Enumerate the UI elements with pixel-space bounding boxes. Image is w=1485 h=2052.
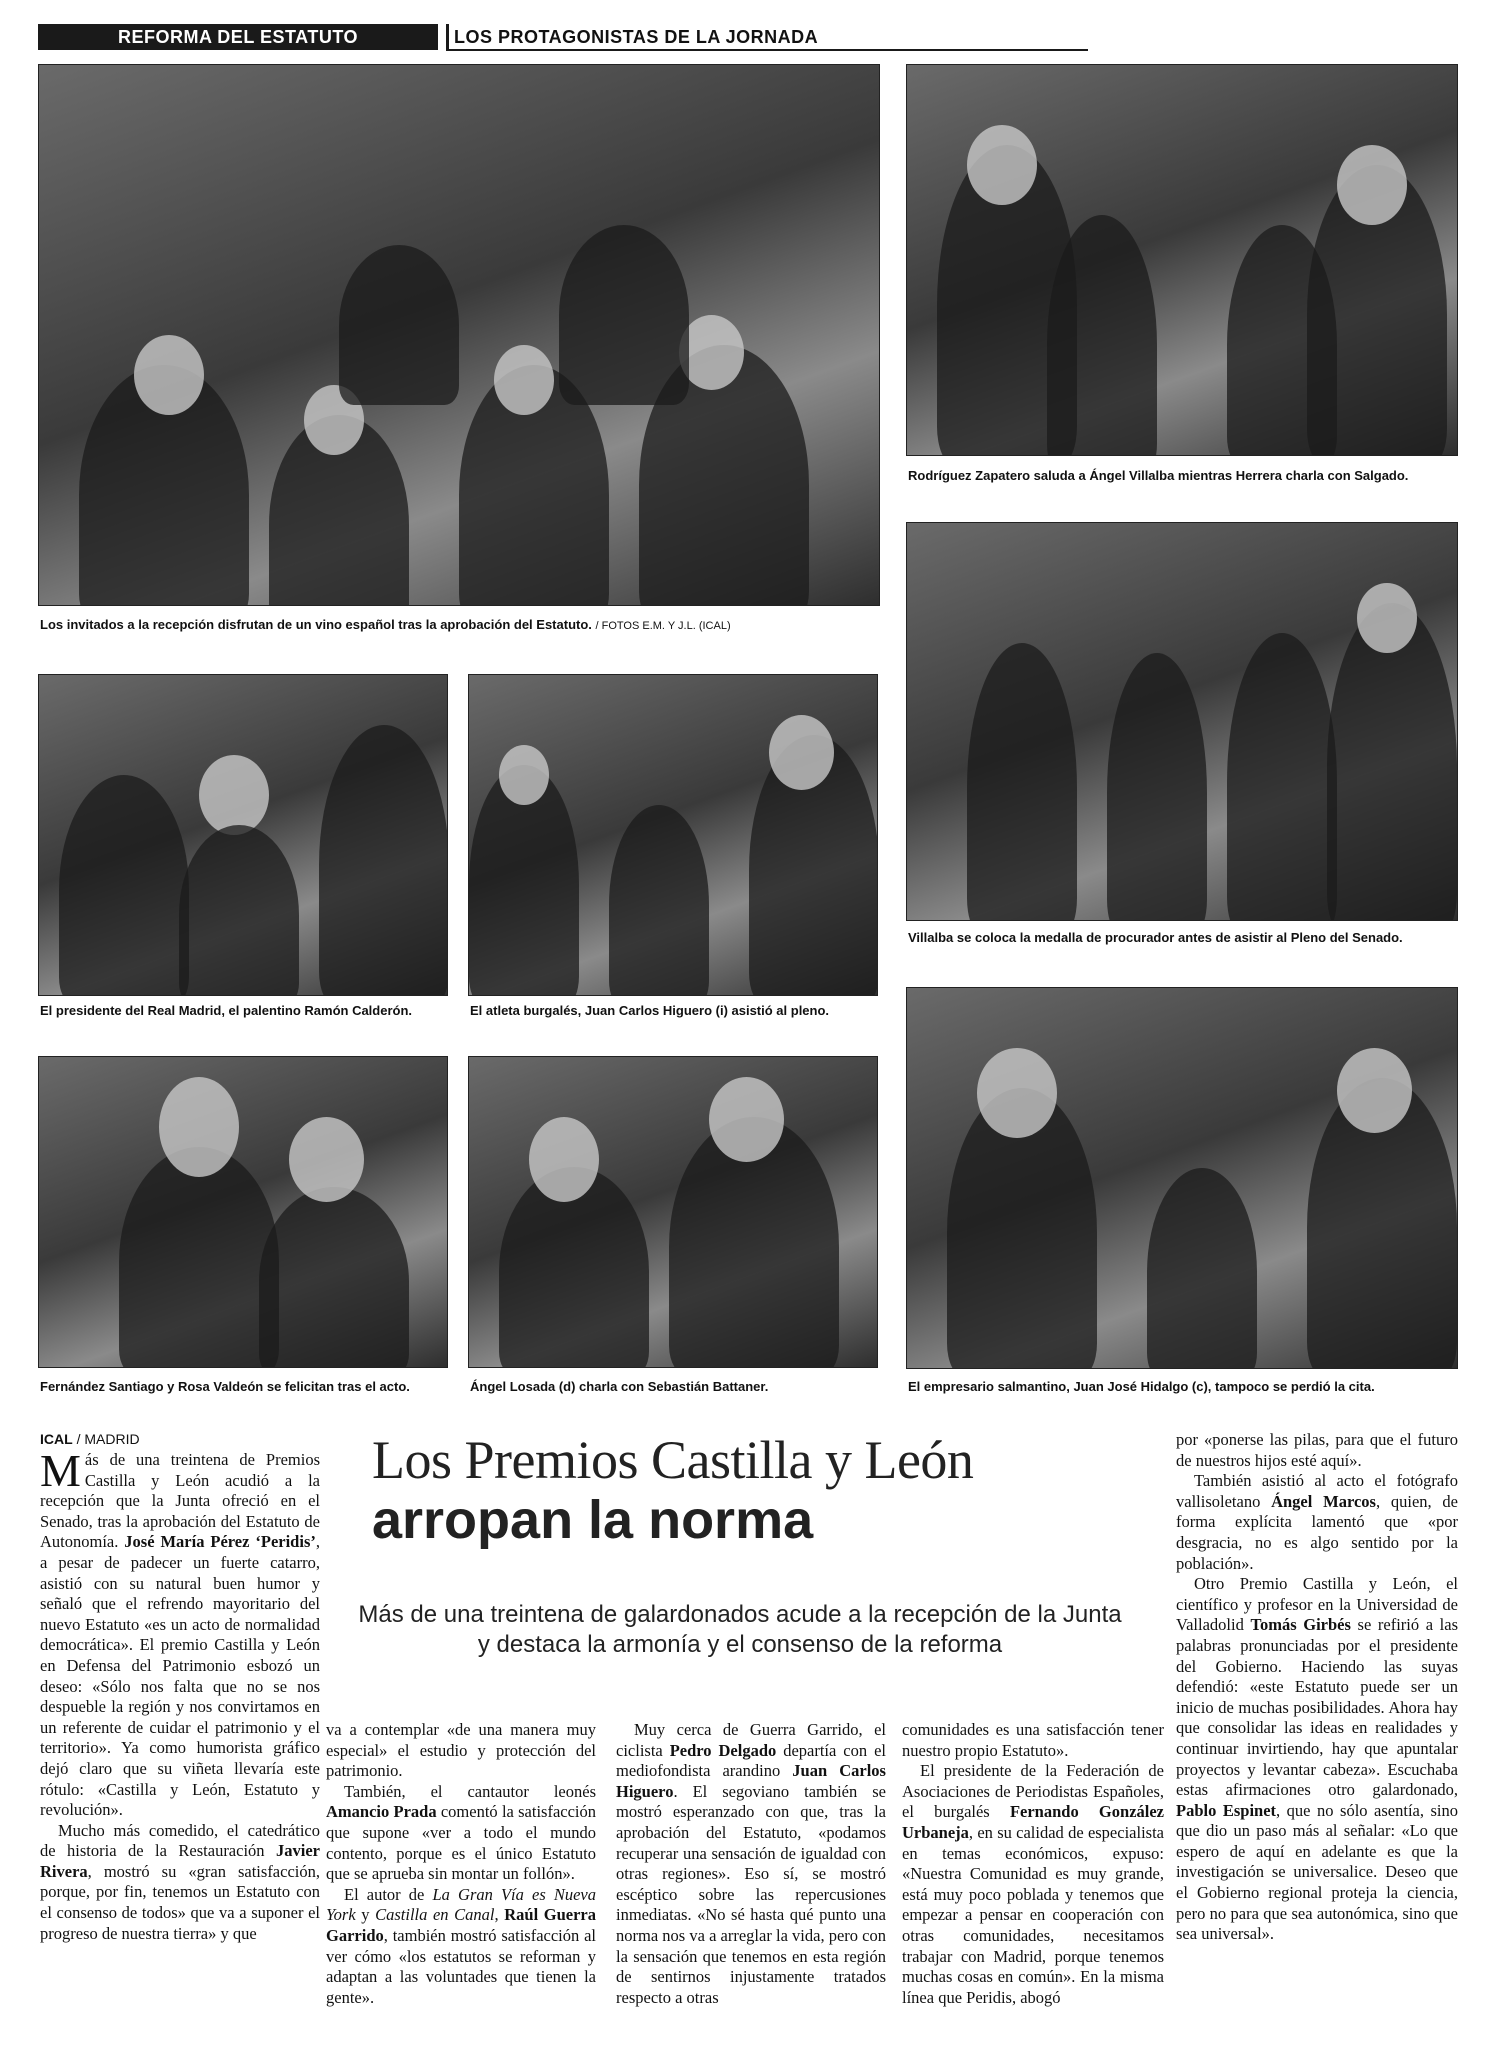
photo-higuero (468, 674, 878, 996)
caption-main-text: Los invitados a la recepción disfrutan de un vino español tras la aprobación del Estatuto. (40, 617, 592, 632)
headline (372, 1430, 1122, 1550)
caption-higuero-text: El atleta burgalés, Juan Carlos Higuero (i) asistió al pleno. (470, 1003, 830, 1018)
paragraph (326, 1782, 596, 1885)
text-span: También, el cantautor leonés (344, 1781, 596, 1801)
byline-agency: ICAL (40, 1431, 73, 1447)
text-span: Muy cerca de Guerra Garrido, el ciclista (616, 1720, 886, 1760)
text-span: , también mostró satisfacción al ver cómo «los estatutos se reforman y adaptan a las voluntades que tienen la gente». (326, 1925, 596, 2007)
caption-higuero (470, 1003, 880, 1019)
caption-fernandez (40, 1379, 450, 1395)
person-name: Tomás Girbés (1250, 1615, 1351, 1635)
book-title: La Gran Vía es Nueva York (326, 1884, 597, 1925)
paragraph (40, 1445, 320, 1821)
text-span: Otro Premio Castilla y León, el científico y profesor en la Universidad de Valladolid (1176, 1574, 1458, 1635)
photo-credit: / FOTOS E.M. Y J.L. (ICAL) (595, 620, 731, 632)
photo-calderon (38, 674, 448, 996)
photo-villalba-medal (906, 522, 1458, 921)
byline-place: / MADRID (76, 1431, 140, 1447)
caption-hidalgo (908, 1379, 1458, 1395)
text-span: y (355, 1905, 376, 1925)
subsection-label: LOS PROTAGONISTAS DE LA JORNADA (454, 27, 819, 47)
text-span: , en su calidad de especialista en temas económicos, expuso: «Nuestra Comunidad es muy grande, está muy poco poblada y tenemos que empezar a pensar en cooperación con otras comunidades, necesitamos trabajar con Madrid, porque tenemos muchas cosas en común». En la misma línea que Peridis, abogó (902, 1822, 1164, 2007)
photo-losada-battaner (468, 1056, 878, 1368)
person-name: Pablo Espinet (1176, 1800, 1277, 1820)
person-name: Raúl Guerra Garrido (326, 1905, 596, 1945)
text-span: ás de una treintena de Premios Castilla y León acudió a la recepción que la Junta ofreció en el Senado, tras la aprobación del Estatuto de Autonomía. (40, 1450, 320, 1552)
text-span: , (494, 1905, 505, 1925)
article-column-3 (616, 1720, 886, 2008)
caption-main (40, 617, 880, 634)
text-span: departía con el mediofondista arandino (616, 1740, 886, 1781)
article-column-1 (40, 1445, 320, 1944)
paragraph: por «ponerse las pilas, para que el futuro de nuestros hijos esté aquí». (1176, 1430, 1458, 1470)
dropcap: M (40, 1445, 81, 1496)
photo-zapatero-villalba (906, 64, 1458, 456)
caption-villalba (908, 930, 1458, 946)
paragraph (902, 1761, 1164, 2008)
person-name: Fernando González Urbaneja (902, 1802, 1164, 1842)
text-span: El autor de (344, 1884, 433, 1904)
text-span: se refirió a las palabras pronunciadas por el presidente del Gobierno. Haciendo las suyas defendió: «este Estatuto puede ser un inicio de muchas posibilidades. Ahora hay que consolidar las ideas en realidades y continuar invirtiendo, hay que apuntalar proyectos y levantar cabeza». Escuchaba estas afirmaciones otro galardonado, (1176, 1615, 1459, 1800)
text-span: comentó la satisfacción que supone «ver a todo el mundo contento, porque es el único Estatuto que se aprueba sin montar un follón». (326, 1802, 596, 1884)
headline-bold: arropan la norma (372, 1490, 814, 1550)
person-name: Amancio Prada (326, 1802, 437, 1822)
person-name: Ángel Marcos (1271, 1491, 1376, 1511)
caption-villalba-text: Villalba se coloca la medalla de procurador antes de asistir al Pleno del Senado. (908, 930, 1403, 945)
article-column-2 (326, 1720, 596, 2008)
text-span: , mostró su «gran satisfacción, porque, por fin, tenemos un Estatuto con el consenso de todos» que va a suponer el progreso de nuestra tierra» y que (40, 1861, 320, 1943)
paragraph: va a contemplar «de una manera muy especial» el estudio y protección del patrimonio. (326, 1720, 596, 1781)
paragraph (1176, 1574, 1458, 1945)
paragraph: comunidades es una satisfacción tener nuestro propio Estatuto». (902, 1720, 1164, 1760)
section-label: REFORMA DEL ESTATUTO (38, 24, 438, 50)
caption-calderon (40, 1003, 450, 1019)
text-span: , que no sólo asentía, sino que dio un paso más al señalar: «Lo que espero de aquí en adelante es que la investigación se universalice. Deseo que el Gobierno regional proteja la ciencia, pero no para que sea autonómica, sino que sea universal». (1176, 1800, 1458, 1944)
paragraph (326, 1885, 596, 2009)
text-span: . El segoviano también se mostró esperanzado con que, tras la aprobación del Estatuto, «podamos recuperar una sensación de igualdad con otras regiones». Eso sí, se mostró escéptico sobre las repercusiones inmediatas. «No sé hasta qué punto una norma nos va a arreglar la vida, pero con la sensación que tenemos en esta región de sentirnos injustamente tratados respecto a otras (616, 1781, 886, 2007)
caption-losada-text: Ángel Losada (d) charla con Sebastián Battaner. (470, 1379, 769, 1394)
article-column-4 (902, 1720, 1164, 2008)
person-name: José María Pérez ‘Peridis’ (124, 1532, 316, 1552)
article-column-5 (1176, 1430, 1458, 1945)
text-span: El presidente de la Federación de Asociaciones de Periodistas Españoles, el burgalés (902, 1761, 1164, 1822)
caption-calderon-text: El presidente del Real Madrid, el palentino Ramón Calderón. (40, 1003, 413, 1018)
paragraph (40, 1821, 320, 1945)
text-span: Mucho más comedido, el catedrático de historia de la Restauración (40, 1820, 320, 1861)
text-span: , quien, de forma explícita lamentó que «por desgracia, no es algo sentido por la población». (1176, 1491, 1458, 1573)
photo-reception-crowd (38, 64, 880, 606)
caption-zapatero (908, 468, 1458, 484)
paragraph (616, 1720, 886, 2008)
person-name: Juan Carlos Higuero (616, 1761, 886, 1801)
headline-light: Los Premios Castilla y León (372, 1430, 974, 1490)
caption-zapatero-text: Rodríguez Zapatero saluda a Ángel Villalba mientras Herrera charla con Salgado. (908, 468, 1409, 483)
caption-losada (470, 1379, 880, 1395)
caption-fernandez-text: Fernández Santiago y Rosa Valdeón se felicitan tras el acto. (40, 1379, 410, 1394)
header-divider (446, 24, 449, 50)
caption-hidalgo-text: El empresario salmantino, Juan José Hidalgo (c), tampoco se perdió la cita. (908, 1379, 1375, 1394)
header-underline (446, 49, 1088, 51)
photo-fernandez-valdeon (38, 1056, 448, 1368)
text-span: También asistió al acto el fotógrafo vallisoletano (1176, 1471, 1458, 1511)
book-title: Castilla en Canal (375, 1905, 495, 1925)
photo-hidalgo (906, 987, 1458, 1369)
person-name: Pedro Delgado (669, 1740, 777, 1760)
person-name: Javier Rivera (40, 1841, 320, 1881)
page-header (38, 24, 1088, 50)
subheadline: Más de una treintena de galardonados acude a la recepción de la Junta y destaca la armonía y el consenso de la reforma (358, 1601, 1122, 1658)
text-span: , a pesar de padecer un fuerte catarro, asistió con su natural buen humor y señaló que el refrendo mayoritario del nuevo Estatuto «es un acto de normalidad democrática». El premio Castilla y León en Defensa del Patrimonio esbozó un deseo: «Sólo nos falta que no se nos despueble la región y nos convirtamos en un referente de cuidar el patrimonio y el territorio». Ya como humorista gráfico dejó claro que su viñeta llevaría este rótulo: «Castilla y León, Estatuto y revolución». (40, 1532, 320, 1820)
paragraph (1176, 1471, 1458, 1574)
